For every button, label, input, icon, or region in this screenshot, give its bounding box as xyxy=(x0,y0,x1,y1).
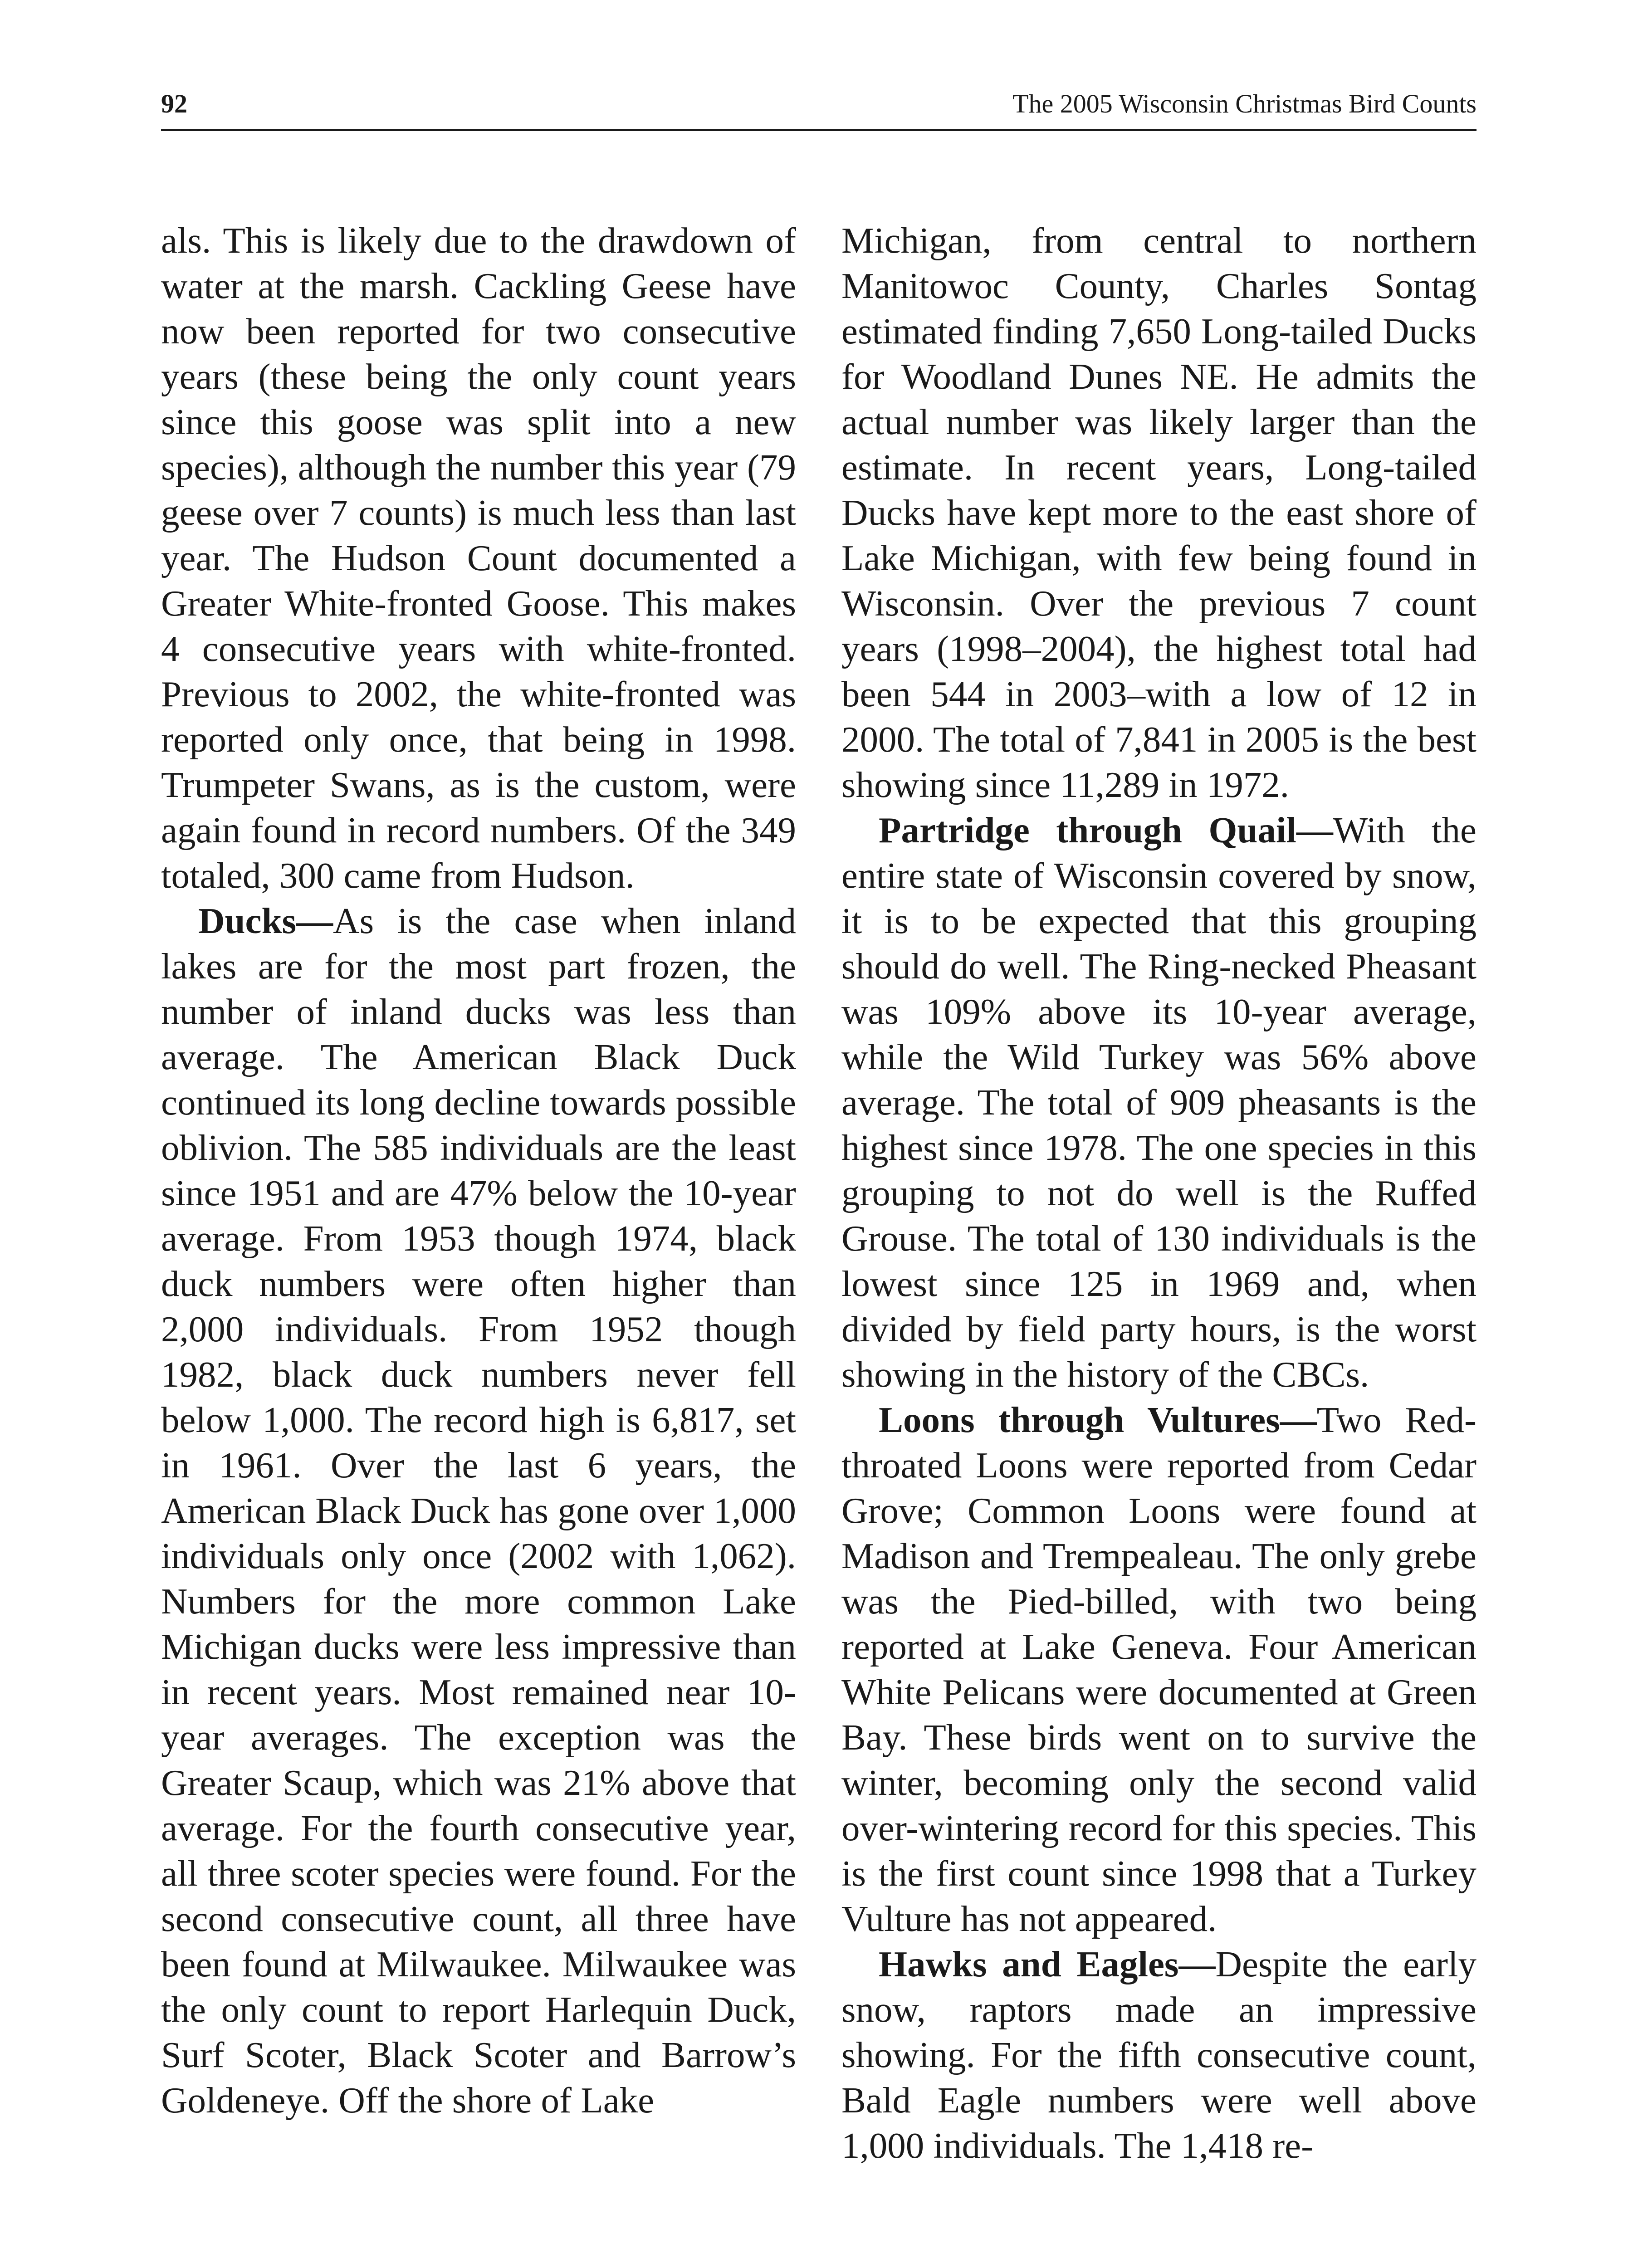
paragraph-text: With the entire state of Wisconsin covered by snow, it is to be expected that this grouping should do well. The Ring-necked Pheasant was 109% above its 10-year average, while the Wild Turkey was 56% above average. The total of 909 pheasants is the highest since 1978. The one species in this grouping to not do well is the Ruffed Grouse. The total of 130 individuals is the lowest since 125 in 1969 and, when divided by field party hours, is the worst showing in the history of the CBCs. xyxy=(841,810,1477,1395)
paragraph-geese-continued xyxy=(161,218,796,898)
paragraph-text: als. This is likely due to the drawdown of water at the marsh. Cackling Geese have now been reported for two consecutive years (these being the only count years since this goose was split into a new species), although the number this year (79 geese over 7 counts) is much less than last year. The Hudson Count documented a Greater White-fronted Goose. This makes 4 consecutive years with white-fronted. Previous to 2002, the white-fronted was reported only once, that being in 1998. Trumpeter Swans, as is the custom, were again found in record numbers. Of the 349 totaled, 300 came from Hudson. xyxy=(161,220,796,896)
page-number: 92 xyxy=(161,89,187,118)
paragraph-text: Two Red-throated Loons were reported from Cedar Grove; Common Loons were found at Madison and Trempealeau. The only grebe was the Pied-billed, with two being reported at Lake Geneva. Four American White Pelicans were documented at Green Bay. These birds went on to survive the winter, becoming only the second valid over-wintering record for this species. This is the first count since 1998 that a Turkey Vulture has not appeared. xyxy=(841,1399,1477,1939)
paragraph-ducks xyxy=(161,898,796,2123)
paragraph-hawks-eagles xyxy=(841,1941,1477,2168)
paragraph-text: Despite the early snow, raptors made an impressive showing. For the fifth consecutive count, Bald Eagle numbers were well above 1,000 individuals. The 1,418 re- xyxy=(841,1944,1477,2166)
paragraph-text: As is the case when inland lakes are for the most part frozen, the number of inland ducks was less than average. The American Black Duck continued its long decline towards possible oblivion. The 585 individuals are the least since 1951 and are 47% below the 10-year average. From 1953 though 1974, black duck numbers were often higher than 2,000 individuals. From 1952 though 1982, black duck numbers never fell below 1,000. The record high is 6,817, set in 1961. Over the last 6 years, the American Black Duck has gone over 1,000 individuals only once (2002 with 1,062). Numbers for the more common Lake Michigan ducks were less impressive than in recent years. Most remained near 10-year averages. The exception was the Greater Scaup, which was 21% above that average. For the fourth consecutive year, all three scoter species were found. For the second consecutive count, all three have been found at Milwaukee. Milwaukee was the only count to report Harlequin Duck, Surf Scoter, Black Scoter and Barrow’s Goldeneye. Off the shore of Lake xyxy=(161,900,796,2121)
paragraph-loons-vultures xyxy=(841,1397,1477,1941)
right-column xyxy=(841,218,1477,2268)
paragraph-ducks-continued xyxy=(841,218,1477,807)
paragraph-partridge-quail xyxy=(841,807,1477,1397)
section-heading-hawks-eagles: Hawks and Eagles— xyxy=(879,1944,1216,1984)
left-column xyxy=(161,218,796,2268)
running-title: The 2005 Wisconsin Christmas Bird Counts xyxy=(1012,89,1477,118)
section-heading-loons-vultures: Loons through Vultures— xyxy=(879,1399,1317,1440)
section-heading-partridge-quail: Partridge through Quail— xyxy=(879,810,1333,850)
paragraph-text: Michigan, from central to northern Manitowoc County, Charles Sontag estimated finding 7,650 Long-tailed Ducks for Woodland Dunes NE. He admits the actual number was likely larger than the estimate. In recent years, Long-tailed Ducks have kept more to the east shore of Lake Michigan, with few being found in Wisconsin. Over the previous 7 count years (1998–2004), the highest total had been 544 in 2003–with a low of 12 in 2000. The total of 7,841 in 2005 is the best showing since 11,289 in 1972. xyxy=(841,220,1477,805)
running-header xyxy=(161,84,1477,131)
section-heading-ducks: Ducks— xyxy=(198,900,333,941)
